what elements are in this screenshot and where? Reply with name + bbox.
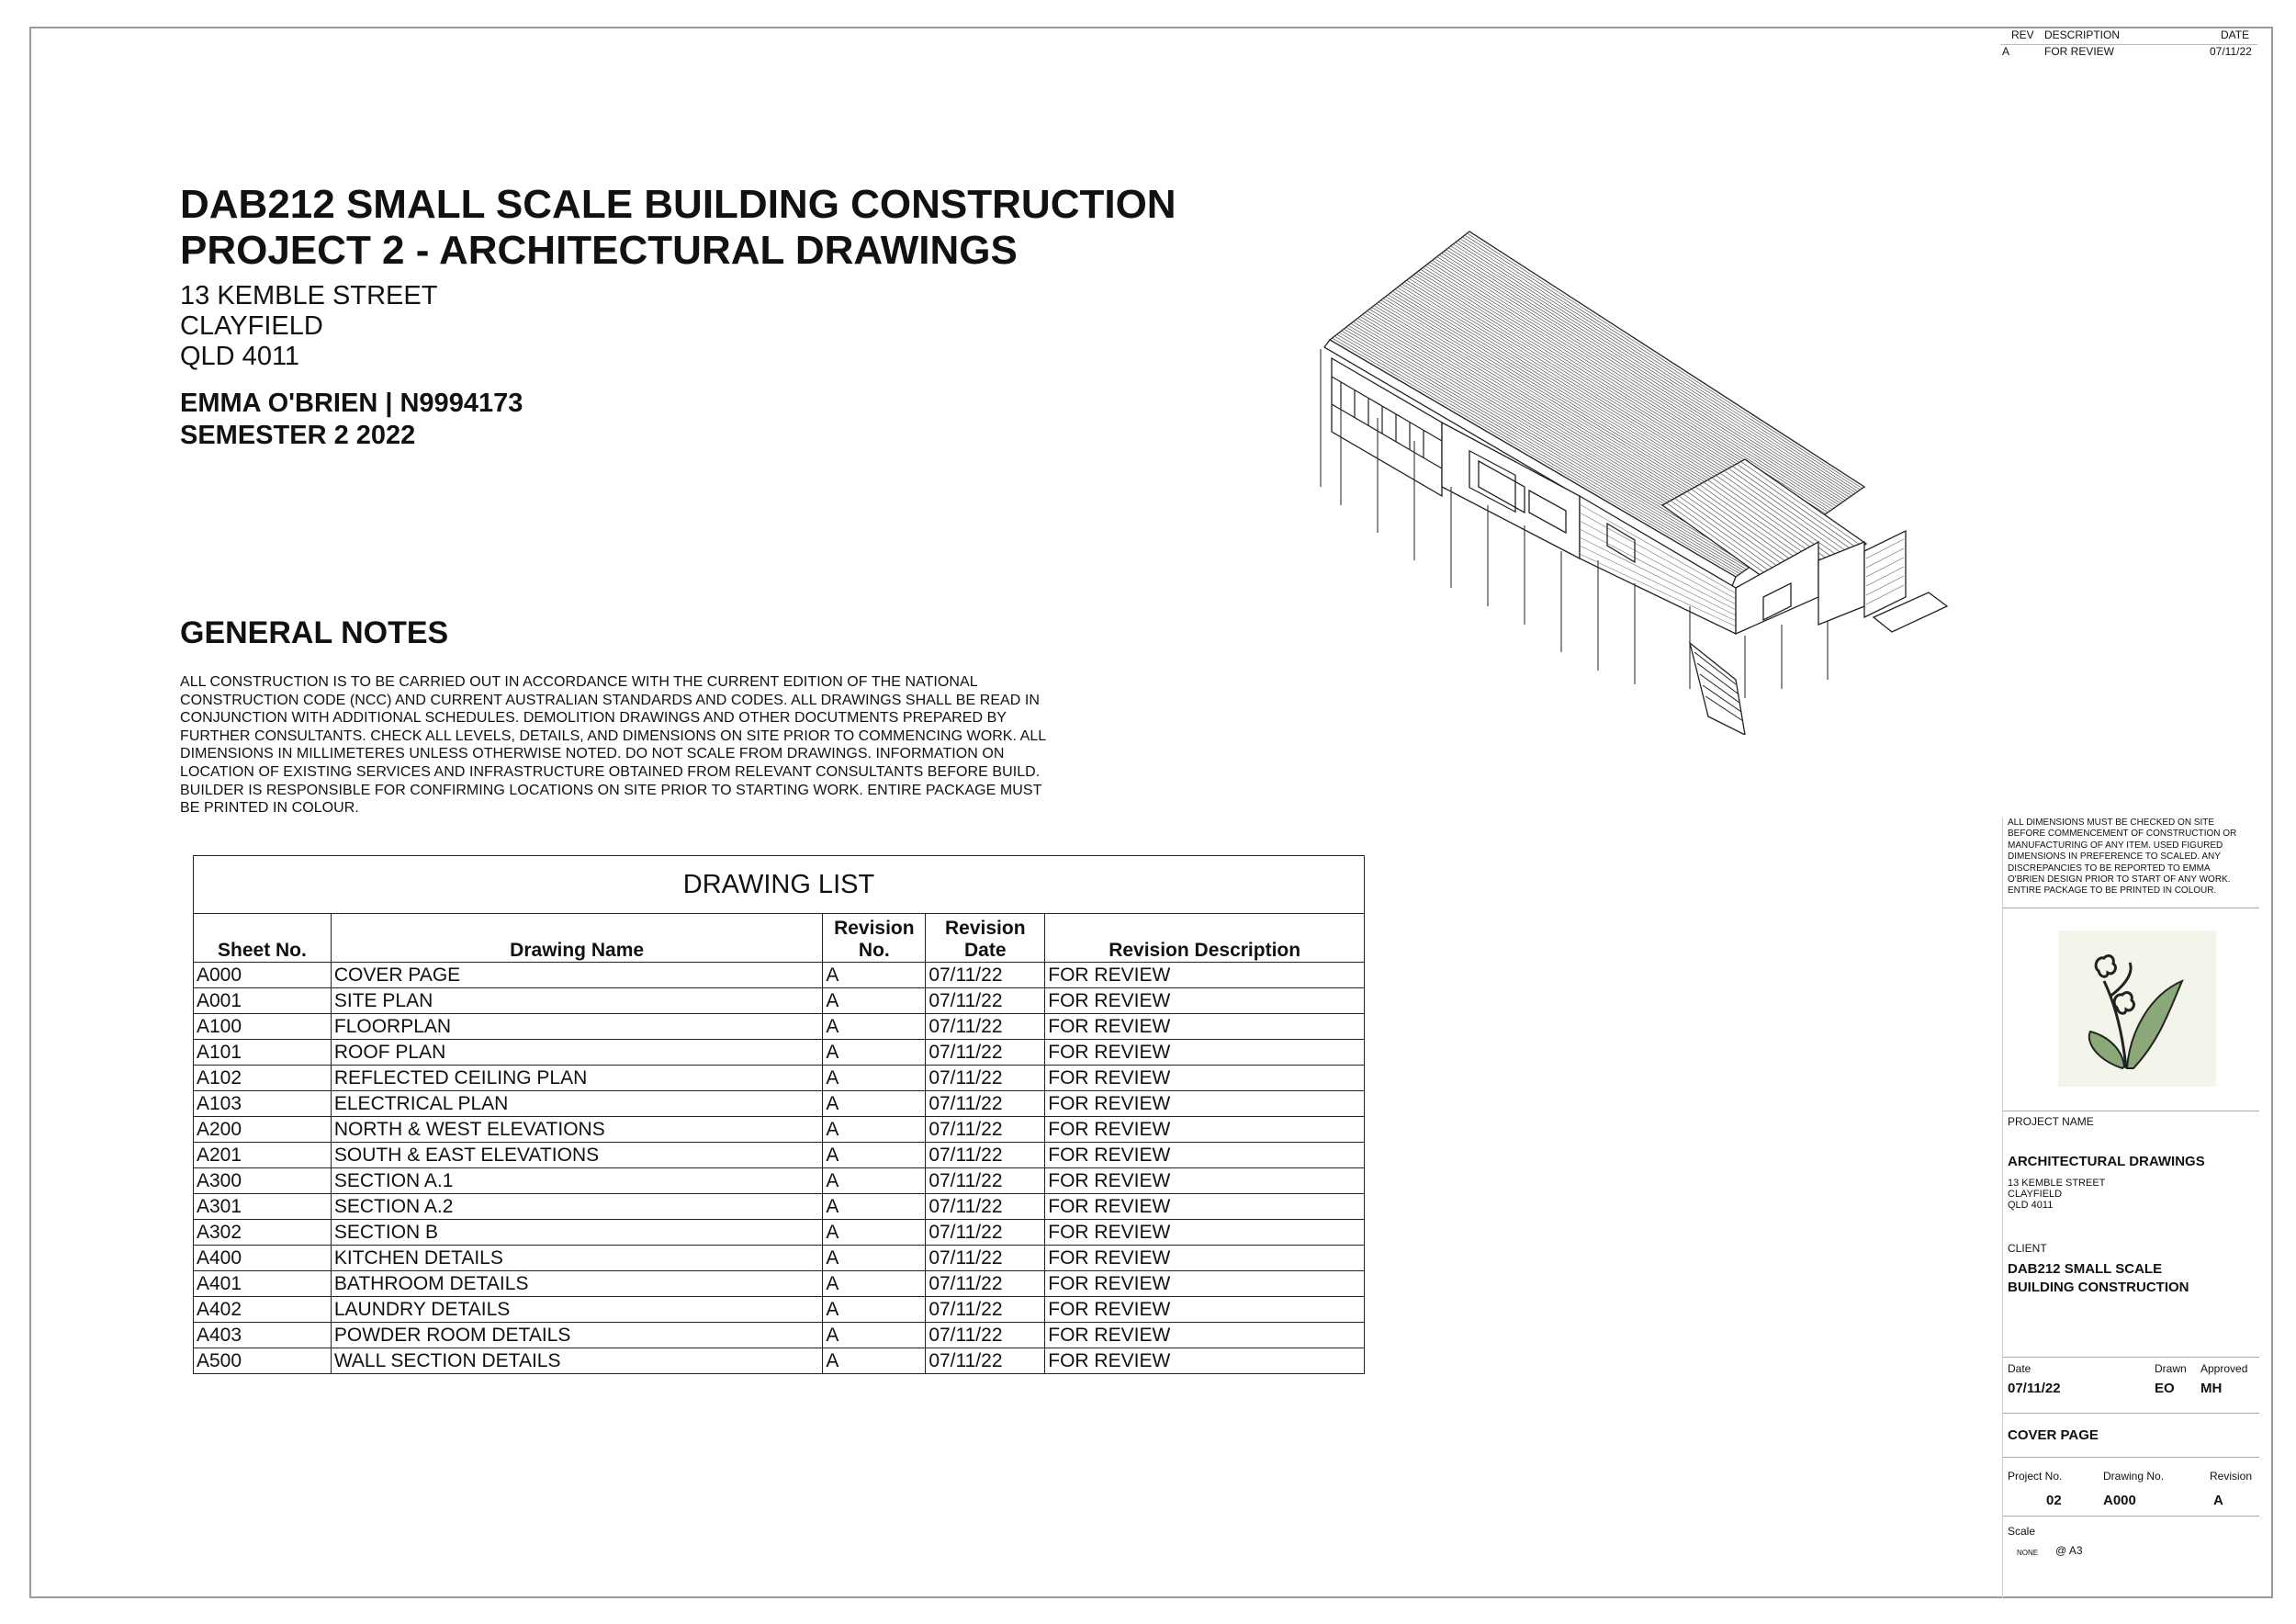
revision-description-cell: FOR REVIEW bbox=[1045, 1040, 1365, 1066]
revision-date-cell: 07/11/22 bbox=[926, 1220, 1045, 1246]
drawing-no-value: A000 bbox=[2103, 1493, 2136, 1508]
table-header-row bbox=[194, 914, 1365, 963]
general-notes-body: ALL CONSTRUCTION IS TO BE CARRIED OUT IN ACCORDANCE WITH THE CURRENT EDITION OF THE NATIONAL CONSTRUCTION CODE (NCC) AND CURRENT AUSTRALIAN STANDARDS AND CODES. ALL DRAWINGS SHALL BE READ IN CONJUNCTION WITH ADDITIONAL SCHEDULES. DEMOLITION DRAWINGS AND OTHER DOCUTMENTS PREPARED BY FURTHER CONSULTANTS. CHECK ALL LEVELS, DETAILS, AND DIMENSIONS ON SITE PRIOR TO COMMENCING WORK. ALL DIMENSIONS IN MILLIMETERES UNLESS OTHERWISE NOTED. DO NOT SCALE FROM DRAWINGS. INFORMATION ON LOCATION OF EXISTING SERVICES AND INFRASTRUCTURE OBTAINED FROM RELEVANT CONSULTANTS BEFORE BUILD. BUILDER IS RESPONSIBLE FOR CONFIRMING LOCATIONS ON SITE PRIOR TO STARTING WORK. ENTIRE PACKAGE MUST BE PRINTED IN COLOUR. bbox=[180, 674, 1046, 817]
revision-description-cell: FOR REVIEW bbox=[1045, 1066, 1365, 1091]
author-name: EMMA O'BRIEN | N9994173 bbox=[180, 389, 523, 418]
table-row bbox=[194, 1271, 1365, 1297]
table-row bbox=[194, 1297, 1365, 1323]
sheet-no-cell: A403 bbox=[194, 1323, 332, 1348]
drawing-list-body bbox=[194, 963, 1365, 1374]
description-col-header: DESCRIPTION bbox=[2044, 28, 2121, 41]
general-notes-heading: GENERAL NOTES bbox=[180, 615, 449, 650]
revision-no-cell: A bbox=[823, 1168, 926, 1194]
tb-divider bbox=[2002, 1457, 2259, 1458]
sheet-no-cell: A101 bbox=[194, 1040, 332, 1066]
drawing-list bbox=[193, 855, 1365, 1374]
sheet-no-header: Sheet No. bbox=[194, 914, 332, 963]
table-row bbox=[194, 1040, 1365, 1066]
table-row bbox=[194, 1323, 1365, 1348]
drawing-name-cell: SOUTH & EAST ELEVATIONS bbox=[331, 1143, 822, 1168]
scale-paper: @ A3 bbox=[2055, 1544, 2083, 1557]
sheet-no-cell: A402 bbox=[194, 1297, 332, 1323]
revision-date-cell: 07/11/22 bbox=[926, 1040, 1045, 1066]
drawing-name-cell: FLOORPLAN bbox=[331, 1014, 822, 1040]
revision-no-cell: A bbox=[823, 1220, 926, 1246]
revision-description-cell: FOR REVIEW bbox=[1045, 1194, 1365, 1220]
date-value: 07/11/22 bbox=[2008, 1381, 2061, 1396]
table-row bbox=[194, 1014, 1365, 1040]
table-row bbox=[194, 1168, 1365, 1194]
revision-no-cell: A bbox=[823, 1143, 926, 1168]
disclaimer-text: ALL DIMENSIONS MUST BE CHECKED ON SITE BEFORE COMMENCEMENT OF CONSTRUCTION OR MANUFACTURING OF ANY ITEM. USED FIGURED DIMENSIONS IN PREFERENCE TO SCALED. ANY DISCREPANCIES TO BE REPORTED TO EMMA O'BRIEN DESIGN PRIOR TO START OF ANY WORK. ENTIRE PACKAGE TO BE PRINTED IN COLOUR. bbox=[2008, 818, 2237, 897]
revision-date-cell: 07/11/22 bbox=[926, 1091, 1045, 1117]
revision-description-cell: FOR REVIEW bbox=[1045, 963, 1365, 988]
table-row bbox=[194, 1246, 1365, 1271]
client-label: CLIENT bbox=[2008, 1242, 2047, 1255]
revision-description-cell: FOR REVIEW bbox=[1045, 1220, 1365, 1246]
drawing-name-cell: ELECTRICAL PLAN bbox=[331, 1091, 822, 1117]
project-address-line: QLD 4011 bbox=[2008, 1200, 2054, 1211]
revision-date-cell: 07/11/22 bbox=[926, 1168, 1045, 1194]
sheet-title: COVER PAGE bbox=[2008, 1427, 2099, 1443]
revision-no-cell: A bbox=[823, 988, 926, 1014]
sheet-no-cell: A301 bbox=[194, 1194, 332, 1220]
logo bbox=[2058, 930, 2216, 1087]
project-address bbox=[2008, 1178, 2105, 1211]
table-row bbox=[194, 1143, 1365, 1168]
drawing-name-cell: BATHROOM DETAILS bbox=[331, 1271, 822, 1297]
drawing-list-table bbox=[193, 855, 1365, 1374]
revision-description-cell: FOR REVIEW bbox=[1045, 988, 1365, 1014]
table-row bbox=[194, 1220, 1365, 1246]
revision-description-header: Revision Description bbox=[1045, 914, 1365, 963]
project-no-value: 02 bbox=[2046, 1493, 2062, 1508]
sheet-no-cell: A400 bbox=[194, 1246, 332, 1271]
revision-no-cell: A bbox=[823, 1271, 926, 1297]
revision-date-cell: 07/11/22 bbox=[926, 1194, 1045, 1220]
page-title bbox=[180, 182, 1176, 274]
drawing-name-cell: ROOF PLAN bbox=[331, 1040, 822, 1066]
sheet-no-cell: A500 bbox=[194, 1348, 332, 1374]
project-address-line: 13 KEMBLE STREET bbox=[2008, 1178, 2106, 1189]
sheet-no-cell: A103 bbox=[194, 1091, 332, 1117]
drawing-name-header: Drawing Name bbox=[331, 914, 822, 963]
revision-no-cell: A bbox=[823, 1040, 926, 1066]
semester: SEMESTER 2 2022 bbox=[180, 421, 416, 450]
rev-date: 07/11/22 bbox=[2210, 45, 2252, 58]
revision-date-cell: 07/11/22 bbox=[926, 1297, 1045, 1323]
rev-description: FOR REVIEW bbox=[2044, 45, 2115, 58]
address-line: CLAYFIELD bbox=[180, 311, 323, 341]
approved-value: MH bbox=[2200, 1381, 2223, 1396]
revision-no-cell: A bbox=[823, 1246, 926, 1271]
revision-description-cell: FOR REVIEW bbox=[1045, 1117, 1365, 1143]
client-line: DAB212 SMALL SCALE bbox=[2008, 1261, 2163, 1277]
revision-no-cell: A bbox=[823, 963, 926, 988]
sheet-no-cell: A001 bbox=[194, 988, 332, 1014]
lily-of-the-valley-icon bbox=[2058, 930, 2216, 1087]
revision-date-cell: 07/11/22 bbox=[926, 988, 1045, 1014]
revision-description-cell: FOR REVIEW bbox=[1045, 1091, 1365, 1117]
tb-divider bbox=[2002, 1357, 2259, 1358]
revision-description-cell: FOR REVIEW bbox=[1045, 1168, 1365, 1194]
table-row bbox=[194, 963, 1365, 988]
client-line: BUILDING CONSTRUCTION bbox=[2008, 1280, 2189, 1295]
tb-divider bbox=[2002, 1516, 2259, 1517]
revision-date-cell: 07/11/22 bbox=[926, 1117, 1045, 1143]
drawing-name-cell: LAUNDRY DETAILS bbox=[331, 1297, 822, 1323]
rev-col-header: REV bbox=[2011, 28, 2034, 41]
sheet-no-cell: A302 bbox=[194, 1220, 332, 1246]
revision-description-cell: FOR REVIEW bbox=[1045, 1348, 1365, 1374]
revision-header bbox=[2000, 28, 2257, 45]
sheet-no-cell: A300 bbox=[194, 1168, 332, 1194]
drawing-name-cell: KITCHEN DETAILS bbox=[331, 1246, 822, 1271]
drawn-value: EO bbox=[2155, 1381, 2175, 1396]
revision-date-cell: 07/11/22 bbox=[926, 1323, 1045, 1348]
revision-no-cell: A bbox=[823, 1348, 926, 1374]
drawn-label: Drawn bbox=[2155, 1362, 2187, 1375]
revision-date-cell: 07/11/22 bbox=[926, 963, 1045, 988]
revision-date-cell: 07/11/22 bbox=[926, 1014, 1045, 1040]
address-line: QLD 4011 bbox=[180, 342, 300, 371]
table-row bbox=[194, 1194, 1365, 1220]
revision-no-cell: A bbox=[823, 1091, 926, 1117]
revision-date-cell: 07/11/22 bbox=[926, 1246, 1045, 1271]
project-name: ARCHITECTURAL DRAWINGS bbox=[2008, 1154, 2205, 1169]
table-row bbox=[194, 1091, 1365, 1117]
title-line-1: DAB212 SMALL SCALE BUILDING CONSTRUCTION bbox=[180, 182, 1176, 227]
revision-block bbox=[2000, 28, 2257, 61]
table-row bbox=[194, 1066, 1365, 1091]
drawing-name-cell: REFLECTED CEILING PLAN bbox=[331, 1066, 822, 1091]
revision-description-cell: FOR REVIEW bbox=[1045, 1143, 1365, 1168]
drawing-name-cell: SITE PLAN bbox=[331, 988, 822, 1014]
drawing-name-cell: SECTION B bbox=[331, 1220, 822, 1246]
project-address-line: CLAYFIELD bbox=[2008, 1189, 2063, 1200]
drawing-name-cell: SECTION A.2 bbox=[331, 1194, 822, 1220]
drawing-name-cell: POWDER ROOM DETAILS bbox=[331, 1323, 822, 1348]
revision-no-header: Revision No. bbox=[823, 914, 926, 963]
isometric-house-drawing bbox=[1304, 220, 2057, 735]
sheet-no-cell: A200 bbox=[194, 1117, 332, 1143]
sheet-no-cell: A000 bbox=[194, 963, 332, 988]
revision-no-cell: A bbox=[823, 1297, 926, 1323]
address-line: 13 KEMBLE STREET bbox=[180, 281, 438, 310]
table-row bbox=[194, 988, 1365, 1014]
drawing-name-cell: NORTH & WEST ELEVATIONS bbox=[331, 1117, 822, 1143]
drawing-name-cell: COVER PAGE bbox=[331, 963, 822, 988]
tb-divider bbox=[2002, 1413, 2259, 1414]
revision-date-cell: 07/11/22 bbox=[926, 1066, 1045, 1091]
revision-description-cell: FOR REVIEW bbox=[1045, 1323, 1365, 1348]
sheet-no-cell: A201 bbox=[194, 1143, 332, 1168]
drawing-no-label: Drawing No. bbox=[2103, 1470, 2165, 1483]
client-name bbox=[2008, 1260, 2189, 1297]
revision-date-cell: 07/11/22 bbox=[926, 1348, 1045, 1374]
table-row bbox=[194, 1348, 1365, 1374]
title-line-2: PROJECT 2 - ARCHITECTURAL DRAWINGS bbox=[180, 228, 1018, 273]
drawing-list-title: DRAWING LIST bbox=[193, 855, 1365, 913]
author-block bbox=[180, 388, 523, 452]
revision-no-cell: A bbox=[823, 1117, 926, 1143]
revision-date-header: Revision Date bbox=[926, 914, 1045, 963]
scale-label: Scale bbox=[2008, 1525, 2036, 1538]
revision-description-cell: FOR REVIEW bbox=[1045, 1297, 1365, 1323]
revision-row bbox=[2000, 45, 2257, 61]
project-name-label: PROJECT NAME bbox=[2008, 1115, 2094, 1128]
scale-value: NONE bbox=[2017, 1549, 2039, 1557]
revision-no-cell: A bbox=[823, 1014, 926, 1040]
revision-date-cell: 07/11/22 bbox=[926, 1271, 1045, 1297]
project-no-label: Project No. bbox=[2008, 1470, 2063, 1483]
table-row bbox=[194, 1117, 1365, 1143]
revision-description-cell: FOR REVIEW bbox=[1045, 1014, 1365, 1040]
sheet-no-cell: A401 bbox=[194, 1271, 332, 1297]
revision-description-cell: FOR REVIEW bbox=[1045, 1271, 1365, 1297]
revision-date-cell: 07/11/22 bbox=[926, 1143, 1045, 1168]
revision-no-cell: A bbox=[823, 1194, 926, 1220]
revision-no-cell: A bbox=[823, 1323, 926, 1348]
date-label: Date bbox=[2008, 1362, 2032, 1375]
revision-description-cell: FOR REVIEW bbox=[1045, 1246, 1365, 1271]
rev-value: A bbox=[2002, 45, 2010, 58]
drawing-name-cell: SECTION A.1 bbox=[331, 1168, 822, 1194]
revision-no-cell: A bbox=[823, 1066, 926, 1091]
revision-label: Revision bbox=[2210, 1470, 2253, 1483]
date-col-header: DATE bbox=[2221, 28, 2250, 41]
sheet-no-cell: A100 bbox=[194, 1014, 332, 1040]
drawing-name-cell: WALL SECTION DETAILS bbox=[331, 1348, 822, 1374]
sheet-no-cell: A102 bbox=[194, 1066, 332, 1091]
approved-label: Approved bbox=[2200, 1362, 2248, 1375]
site-address bbox=[180, 281, 437, 372]
revision-value: A bbox=[2213, 1493, 2223, 1508]
tb-left-border bbox=[2002, 818, 2003, 1598]
